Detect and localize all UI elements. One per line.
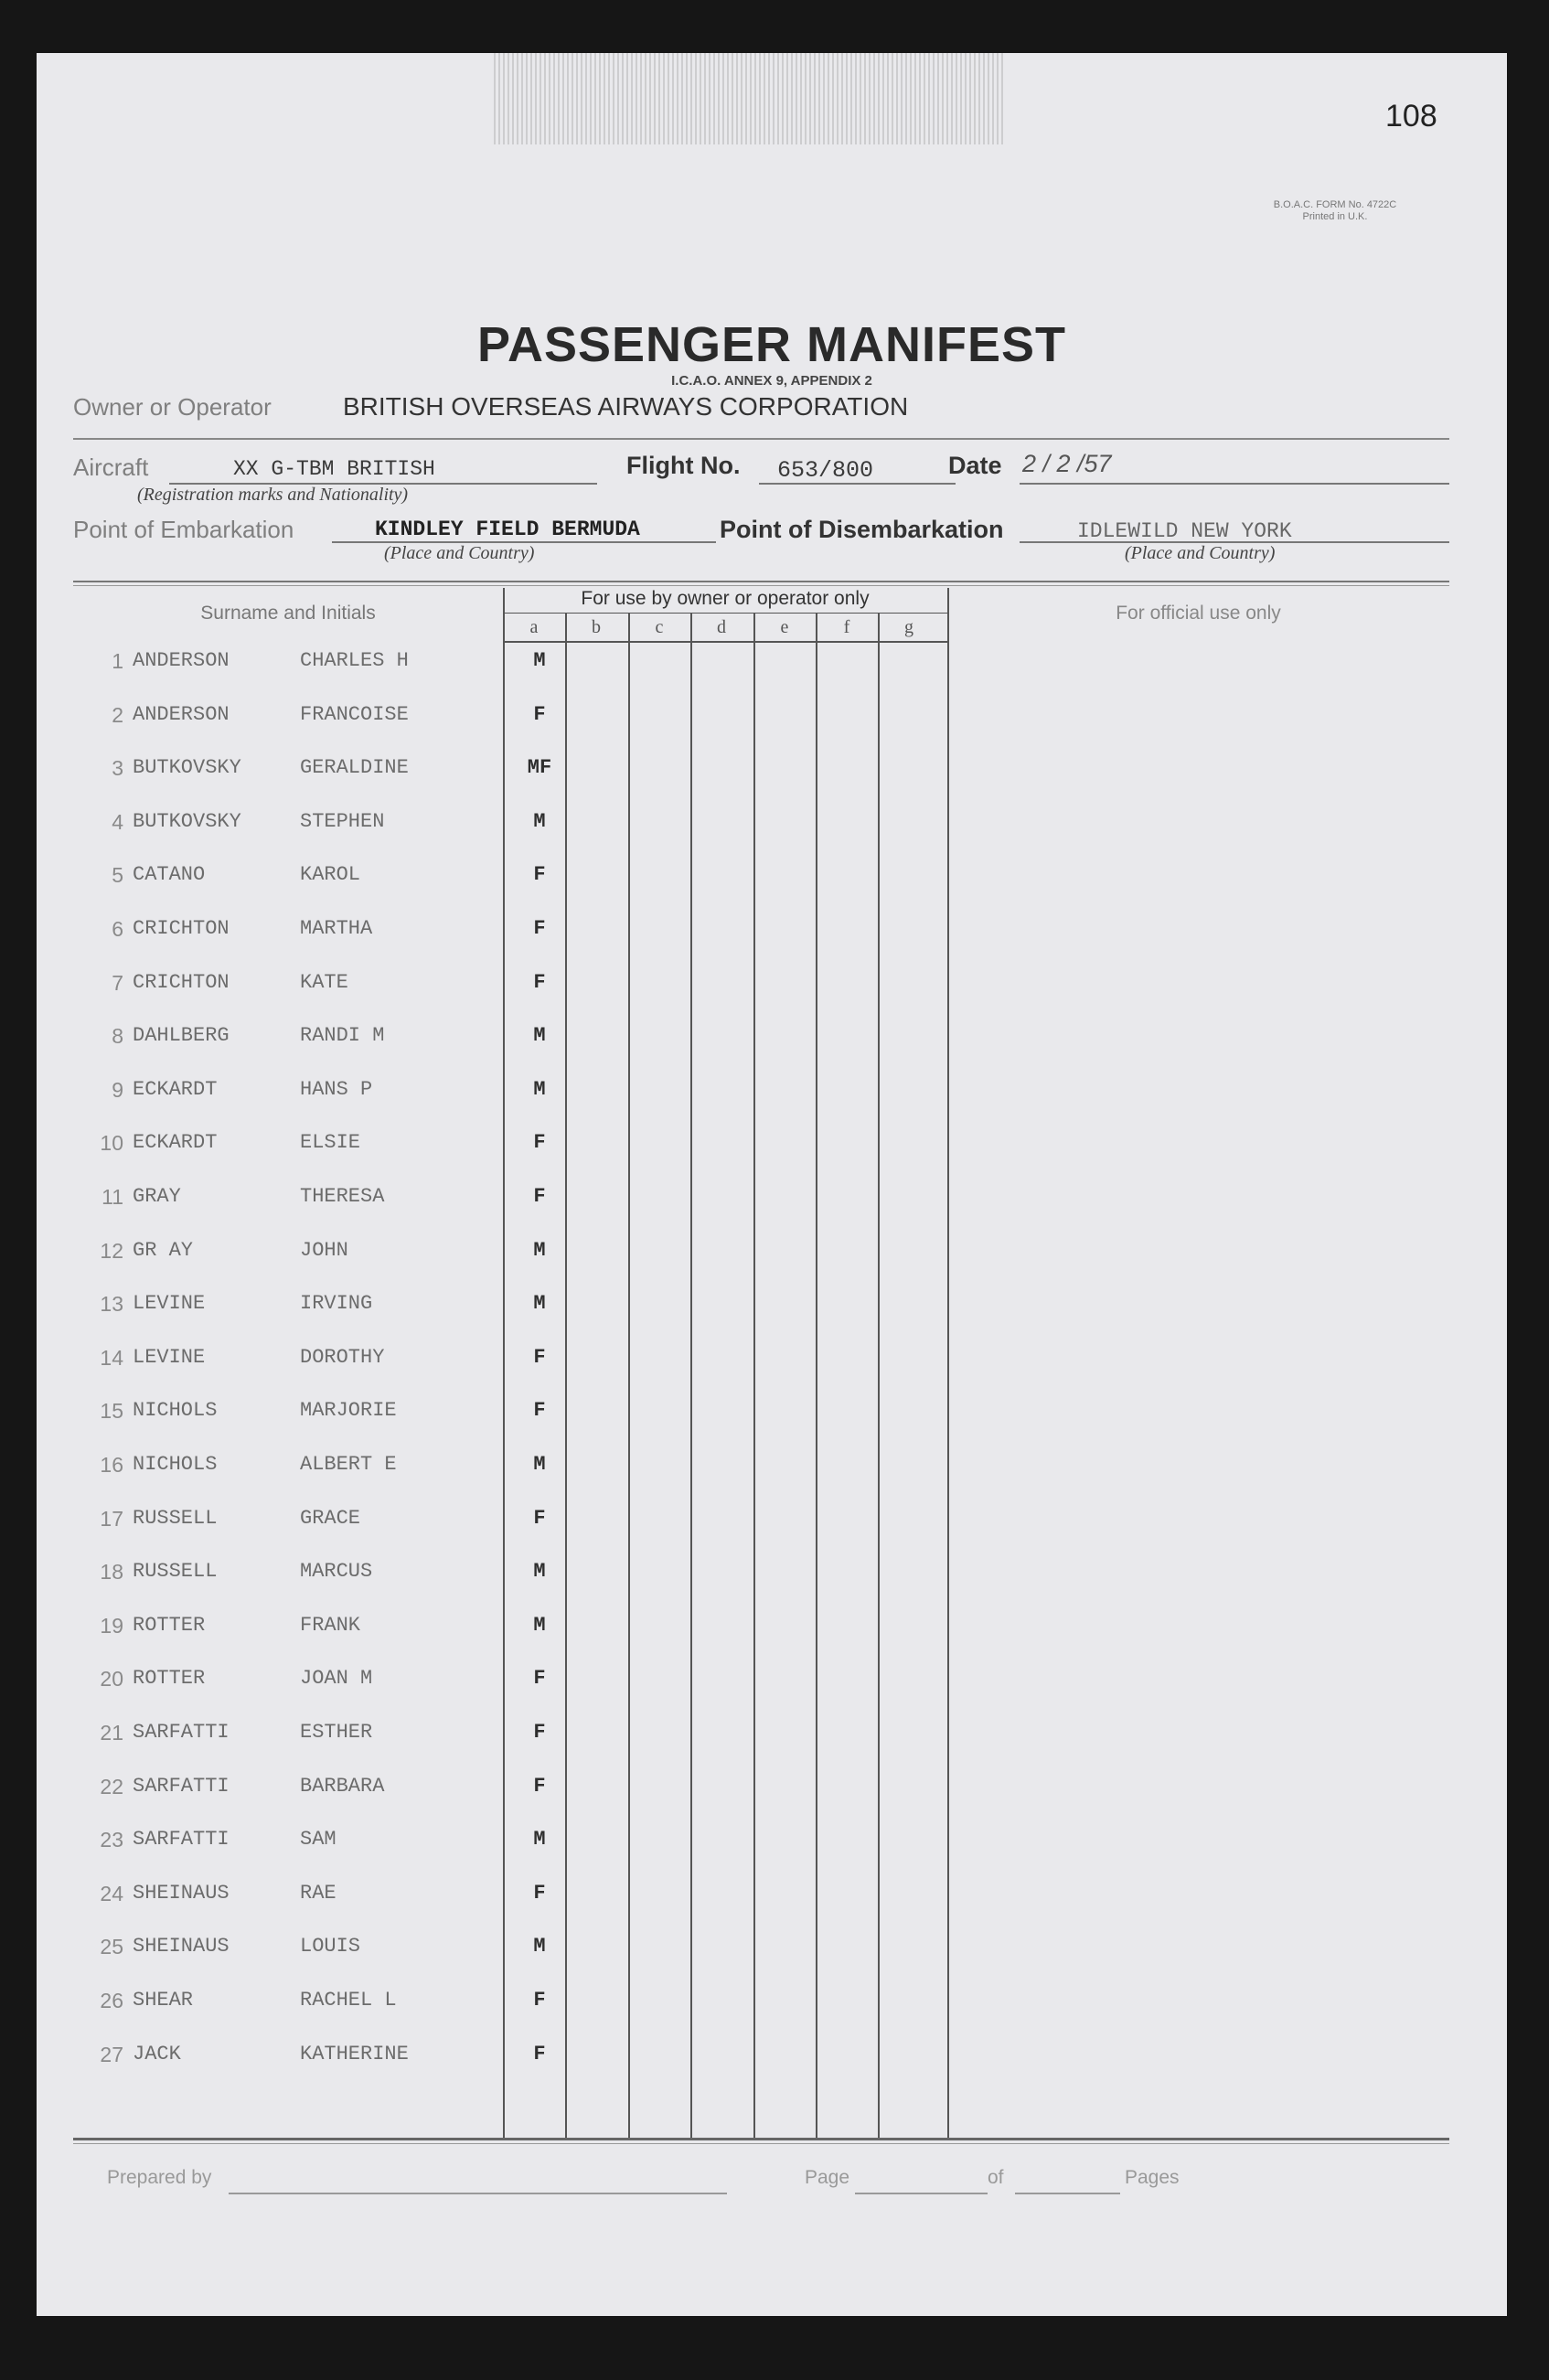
passenger-sex: F (533, 1399, 546, 1422)
passenger-given-name: DOROTHY (300, 1346, 385, 1369)
header-rule (73, 438, 1449, 440)
row-number: 8 (112, 1024, 123, 1048)
passenger-given-name: GRACE (300, 1507, 361, 1530)
passenger-surname: ECKARDT (133, 1131, 218, 1154)
aircraft-label: Aircraft (73, 454, 149, 481)
row-number: 26 (100, 1989, 123, 2012)
row-number: 17 (100, 1507, 123, 1531)
row-number: 10 (100, 1131, 123, 1155)
row-number: 24 (100, 1882, 123, 1905)
owner-label: Owner or Operator (73, 393, 272, 421)
official-use-header: For official use only (1116, 603, 1281, 624)
column-line (690, 613, 692, 2138)
passenger-given-name: FRANK (300, 1614, 361, 1637)
embarkation-note: (Place and Country) (384, 543, 535, 563)
passenger-sex: F (533, 1346, 546, 1369)
passenger-surname: ANDERSON (133, 649, 230, 672)
passenger-given-name: STEPHEN (300, 810, 385, 833)
owner-header-rule (503, 613, 947, 614)
passenger-sex: F (533, 703, 546, 726)
column-line (816, 613, 817, 2138)
row-number: 25 (100, 1935, 123, 1958)
passenger-given-name: RANDI M (300, 1024, 385, 1047)
row-number: 3 (112, 756, 123, 780)
passenger-surname: SHEAR (133, 1989, 194, 2012)
passenger-sex: M (533, 1828, 546, 1851)
row-number: 14 (100, 1346, 123, 1370)
row-number: 19 (100, 1614, 123, 1638)
passenger-given-name: THERESA (300, 1185, 385, 1208)
owner-column-e: e (780, 617, 789, 637)
table-top-rule-1 (73, 581, 1449, 582)
column-line (565, 613, 567, 2138)
passenger-given-name: KAROL (300, 863, 361, 886)
row-number: 15 (100, 1399, 123, 1423)
pages-label: Pages (1125, 2167, 1180, 2188)
passenger-surname: SARFATTI (133, 1721, 230, 1744)
passenger-given-name: MARCUS (300, 1560, 373, 1583)
owner-column-f: f (843, 617, 850, 637)
column-line (878, 613, 880, 2138)
row-number: 4 (112, 810, 123, 834)
passenger-given-name: RAE (300, 1882, 337, 1905)
table-bottom-rule-1 (73, 2138, 1449, 2140)
page-number: 108 (1385, 99, 1437, 133)
passenger-surname: LEVINE (133, 1346, 206, 1369)
passenger-sex: M (533, 1078, 546, 1101)
date-underline (1020, 483, 1449, 485)
passenger-sex: F (533, 1185, 546, 1208)
prepared-by-line (229, 2193, 727, 2194)
page-label: Page (805, 2167, 850, 2188)
passenger-sex: F (533, 1989, 546, 2012)
passenger-sex: F (533, 1721, 546, 1744)
passenger-sex: M (533, 1292, 546, 1315)
passenger-sex: F (533, 1882, 546, 1905)
passenger-surname: CRICHTON (133, 917, 230, 940)
row-number: 2 (112, 703, 123, 727)
passenger-sex: F (533, 2043, 546, 2065)
disembarkation-value: IDLEWILD NEW YORK (1077, 519, 1292, 543)
row-number: 1 (112, 649, 123, 673)
passenger-given-name: ESTHER (300, 1721, 373, 1744)
page-title: PASSENGER MANIFEST (476, 317, 1067, 372)
manifest-page (37, 53, 1507, 2316)
aircraft-value: XX G-TBM BRITISH (233, 457, 435, 481)
row-number: 16 (100, 1453, 123, 1477)
name-column-header: Surname and Initials (200, 603, 376, 624)
passenger-surname: SHEINAUS (133, 1935, 230, 1958)
passenger-sex: F (533, 917, 546, 940)
passenger-sex: F (533, 863, 546, 886)
passenger-sex: M (533, 1239, 546, 1262)
owner-value: BRITISH OVERSEAS AIRWAYS CORPORATION (343, 392, 909, 421)
column-letter-rule (503, 641, 947, 643)
passenger-given-name: ELSIE (300, 1131, 361, 1154)
row-number: 21 (100, 1721, 123, 1745)
embarkation-value: KINDLEY FIELD BERMUDA (375, 518, 640, 541)
passenger-surname: SARFATTI (133, 1775, 230, 1798)
table-top-rule-2 (73, 585, 1449, 586)
passenger-sex: M (533, 649, 546, 672)
row-number: 6 (112, 917, 123, 941)
row-number: 27 (100, 2043, 123, 2066)
passenger-given-name: CHARLES H (300, 649, 409, 672)
form-reference: B.O.A.C. FORM No. 4722C Printed in U.K. (1273, 199, 1397, 222)
passenger-sex: M (533, 1935, 546, 1958)
passenger-surname: CRICHTON (133, 971, 230, 994)
owner-column-d: d (717, 617, 726, 637)
row-number: 5 (112, 863, 123, 887)
passenger-surname: ROTTER (133, 1667, 206, 1690)
passenger-given-name: LOUIS (300, 1935, 361, 1958)
owner-column-g: g (904, 617, 913, 637)
passenger-sex: M (533, 1453, 546, 1476)
passenger-surname: SARFATTI (133, 1828, 230, 1851)
row-number: 20 (100, 1667, 123, 1691)
column-line (753, 613, 755, 2138)
passenger-sex: M (533, 1024, 546, 1047)
passenger-surname: ANDERSON (133, 703, 230, 726)
page-line (855, 2193, 988, 2194)
owner-column-a: a (529, 617, 539, 637)
passenger-surname: NICHOLS (133, 1453, 218, 1476)
passenger-surname: ROTTER (133, 1614, 206, 1637)
passenger-sex: M (533, 810, 546, 833)
owner-column-c: c (655, 617, 664, 637)
aircraft-note: (Registration marks and Nationality) (137, 485, 409, 505)
row-number: 13 (100, 1292, 123, 1316)
passenger-surname: RUSSELL (133, 1560, 218, 1583)
passenger-surname: CATANO (133, 863, 206, 886)
date-value: 2 / 2 /57 (1022, 450, 1112, 477)
passenger-sex: F (533, 971, 546, 994)
column-line (947, 588, 949, 2138)
passenger-surname: JACK (133, 2043, 181, 2065)
passenger-surname: RUSSELL (133, 1507, 218, 1530)
passenger-given-name: SAM (300, 1828, 337, 1851)
passenger-given-name: JOHN (300, 1239, 348, 1262)
passenger-given-name: MARTHA (300, 917, 373, 940)
passenger-given-name: BARBARA (300, 1775, 385, 1798)
of-label: of (988, 2167, 1004, 2188)
passenger-surname: GRAY (133, 1185, 181, 1208)
passenger-given-name: MARJORIE (300, 1399, 397, 1422)
passenger-given-name: KATE (300, 971, 348, 994)
table-bottom-rule-2 (73, 2143, 1449, 2144)
passenger-surname: ECKARDT (133, 1078, 218, 1101)
passenger-given-name: RACHEL L (300, 1989, 397, 2012)
row-number: 11 (101, 1185, 123, 1209)
passenger-sex: F (533, 1775, 546, 1798)
passenger-sex: F (533, 1507, 546, 1530)
passenger-surname: DAHLBERG (133, 1024, 230, 1047)
embarkation-label: Point of Embarkation (73, 516, 294, 543)
passenger-sex: F (533, 1131, 546, 1154)
owner-use-header: For use by owner or operator only (581, 588, 870, 609)
passenger-surname: LEVINE (133, 1292, 206, 1315)
column-line (628, 613, 630, 2138)
passenger-surname: BUTKOVSKY (133, 810, 241, 833)
passenger-surname: NICHOLS (133, 1399, 218, 1422)
passenger-given-name: KATHERINE (300, 2043, 409, 2065)
passenger-sex: MF (527, 756, 552, 779)
disembarkation-note: (Place and Country) (1125, 543, 1276, 563)
row-number: 23 (100, 1828, 123, 1852)
passenger-given-name: ALBERT E (300, 1453, 397, 1476)
flight-label: Flight No. (626, 452, 741, 479)
passenger-given-name: JOAN M (300, 1667, 373, 1690)
passenger-surname: SHEINAUS (133, 1882, 230, 1905)
date-label: Date (948, 452, 1002, 479)
pages-line (1015, 2193, 1120, 2194)
flight-value: 653/800 (777, 457, 874, 484)
passenger-given-name: GERALDINE (300, 756, 409, 779)
row-number: 12 (100, 1239, 123, 1263)
row-number: 18 (100, 1560, 123, 1584)
owner-column-b: b (592, 617, 601, 637)
passenger-sex: M (533, 1614, 546, 1637)
column-line (503, 588, 505, 2138)
passenger-sex: F (533, 1667, 546, 1690)
passenger-surname: BUTKOVSKY (133, 756, 241, 779)
passenger-given-name: HANS P (300, 1078, 373, 1101)
passenger-surname: GR AY (133, 1239, 194, 1262)
passenger-sex: M (533, 1560, 546, 1583)
row-number: 7 (112, 971, 123, 995)
disembarkation-label: Point of Disembarkation (720, 516, 1004, 543)
passenger-given-name: FRANCOISE (300, 703, 409, 726)
row-number: 9 (112, 1078, 123, 1102)
page-subtitle: I.C.A.O. ANNEX 9, APPENDIX 2 (671, 373, 872, 389)
passenger-given-name: IRVING (300, 1292, 373, 1315)
prepared-by-label: Prepared by (107, 2167, 212, 2188)
stamp-smudge (494, 53, 1006, 144)
row-number: 22 (100, 1775, 123, 1798)
